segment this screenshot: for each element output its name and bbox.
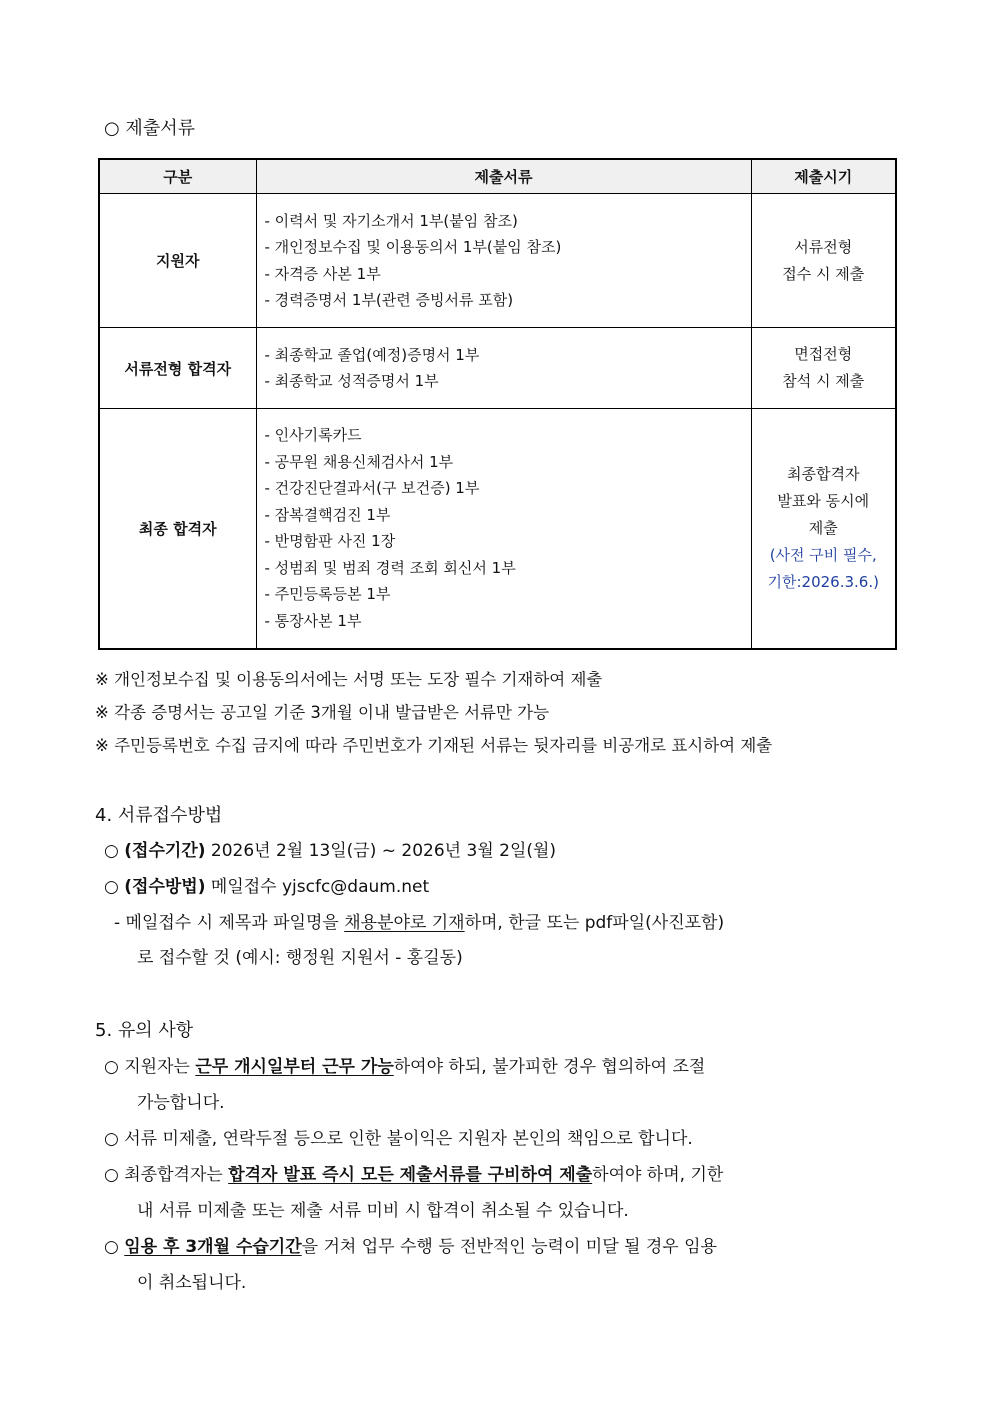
row-items	[256, 328, 751, 409]
table-row	[99, 409, 896, 649]
header-documents: 제출서류	[256, 159, 751, 194]
timing-note: (사전 구비 필수,	[769, 545, 877, 564]
list-item: - 최종학교 성적증명서 1부	[264, 372, 439, 390]
list-item: - 주민등록등본 1부	[264, 585, 391, 604]
notice-emphasis: 임용 후 3개월 수습기간	[124, 1237, 302, 1257]
row-timing	[751, 409, 896, 649]
period-label: (접수기간)	[124, 841, 206, 861]
header-category: 구분	[99, 159, 256, 194]
notice-text: 하여야 하되, 불가피한 경우 협의하여 조절	[393, 1057, 706, 1077]
list-item: - 통장사본 1부	[264, 611, 362, 630]
bullet-mark: ○	[104, 1165, 119, 1185]
list-item: - 잠복결핵검진 1부	[264, 505, 391, 524]
section4-title: 4. 서류접수방법	[95, 805, 223, 826]
timing-note: 기한:2026.3.6.)	[767, 572, 879, 591]
row-category: 최종 합격자	[99, 409, 256, 649]
notice-text: 하여야 하며, 기한	[592, 1165, 724, 1185]
notice-text: 최종합격자는	[124, 1165, 229, 1185]
list-item: - 공무원 채용신체검사서 1부	[264, 452, 454, 471]
method-line	[104, 875, 429, 899]
row-timing	[751, 194, 896, 328]
list-item: - 인사기록카드	[264, 426, 362, 445]
notice-item-cont: 이 취소됩니다.	[137, 1273, 247, 1293]
notice-item-cont: 가능합니다.	[137, 1093, 225, 1113]
list-item: - 반명함판 사진 1장	[264, 532, 396, 551]
row-items	[256, 194, 751, 328]
table-row	[99, 328, 896, 409]
bullet-mark: ○	[104, 1057, 119, 1077]
row-timing	[751, 328, 896, 409]
section5-title: 5. 유의 사항	[95, 1020, 194, 1041]
list-item: - 건강진단결과서(구 보건증) 1부	[264, 479, 480, 498]
note-line: ※ 각종 증명서는 공고일 기준 3개월 이내 발급받은 서류만 가능	[95, 703, 550, 722]
row-category: 지원자	[99, 194, 256, 328]
notice-text: 을 거쳐 업무 수행 등 전반적인 능력이 미달 될 경우 임용	[301, 1237, 717, 1257]
table-header-row	[99, 159, 896, 194]
header-timing: 제출시기	[751, 159, 896, 194]
section-heading: ○ 제출서류	[104, 118, 195, 139]
submission-docs-table	[98, 158, 897, 650]
method-label: (접수방법)	[124, 877, 206, 897]
row-items	[256, 409, 751, 649]
bullet-mark: ○	[104, 877, 119, 897]
method-detail-line2: 로 접수할 것 (예시: 행정원 지원서 - 홍길동)	[137, 948, 463, 968]
detail-underlined: 채용분야로 기재	[344, 913, 465, 933]
timing-line: 서류전형	[794, 237, 853, 256]
list-item: - 성범죄 및 범죄 경력 조회 회신서 1부	[264, 558, 516, 577]
bullet-mark: ○	[104, 1129, 119, 1149]
detail-prefix: - 메일접수 시 제목과 파일명을	[114, 913, 345, 933]
note-line: ※ 개인정보수집 및 이용동의서에는 서명 또는 도장 필수 기재하여 제출	[95, 670, 603, 689]
notice-item	[104, 1055, 705, 1079]
timing-line: 발표와 동시에	[777, 491, 870, 510]
table-row	[99, 194, 896, 328]
period-value: 2026년 2월 13일(금) ~ 2026년 3월 2일(월)	[210, 841, 557, 861]
notice-text: 지원자는	[124, 1057, 196, 1077]
timing-line: 참석 시 제출	[782, 372, 865, 390]
notice-item	[104, 1163, 723, 1187]
notice-emphasis: 합격자 발표 즉시 모든 제출서류를 구비하여 제출	[228, 1165, 593, 1185]
notice-item	[104, 1235, 717, 1259]
bullet-mark: ○	[104, 841, 119, 861]
list-item: - 이력서 및 자기소개서 1부(붙임 참조)	[264, 211, 518, 230]
notice-emphasis: 근무 개시일부터 근무 가능	[195, 1057, 394, 1077]
list-item: - 경력증명서 1부(관련 증빙서류 포함)	[264, 291, 514, 309]
timing-line: 제출	[808, 518, 838, 537]
list-item: - 자격증 사본 1부	[264, 264, 381, 283]
method-detail-line	[114, 911, 724, 935]
period-line	[104, 839, 556, 863]
timing-line: 최종합격자	[787, 464, 860, 483]
note-line: ※ 주민등록번호 수집 금지에 따라 주민번호가 기재된 서류는 뒷자리를 비공개로 표시하여 제출	[95, 736, 773, 755]
list-item: - 개인정보수집 및 이용동의서 1부(붙임 참조)	[264, 238, 562, 256]
notice-text: 서류 미제출, 연락두절 등으로 인한 불이익은 지원자 본인의 책임으로 합니다.	[124, 1129, 693, 1149]
timing-line: 접수 시 제출	[782, 264, 865, 283]
detail-suffix: 하며, 한글 또는 pdf파일(사진포함)	[464, 913, 725, 933]
method-value: 메일접수 yjscfc@daum.net	[210, 877, 430, 897]
list-item: - 최종학교 졸업(예정)증명서 1부	[264, 345, 480, 364]
notice-item	[104, 1127, 693, 1151]
timing-line: 면접전형	[794, 345, 853, 363]
notice-item-cont: 내 서류 미제출 또는 제출 서류 미비 시 합격이 취소될 수 있습니다.	[137, 1201, 629, 1221]
row-category: 서류전형 합격자	[99, 328, 256, 409]
bullet-mark: ○	[104, 1237, 119, 1257]
